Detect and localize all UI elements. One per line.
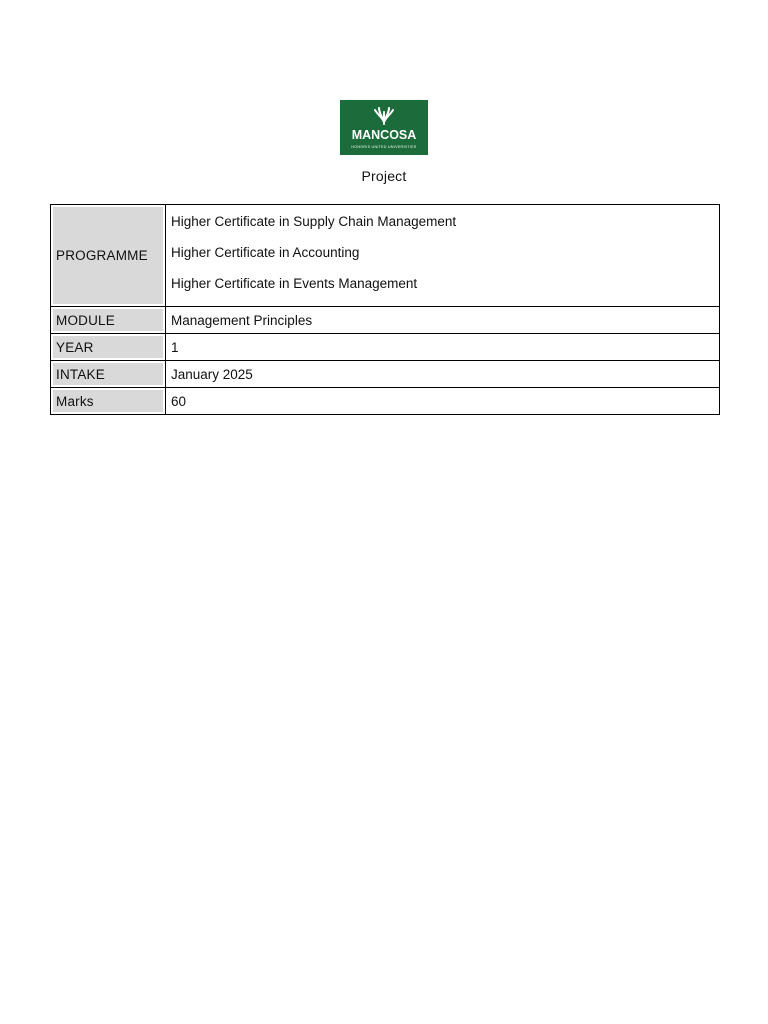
intake-label: INTAKE	[51, 361, 166, 388]
logo-brand-text: MANCOSA	[351, 128, 417, 142]
table-row-marks	[51, 388, 720, 415]
programme-info-table	[50, 204, 720, 415]
logo-sub-text: HONORIS UNITED UNIVERSITIES	[351, 145, 417, 149]
programme-list	[171, 214, 714, 292]
programme-item: Higher Certificate in Supply Chain Management	[171, 213, 457, 229]
programme-value	[166, 205, 720, 307]
year-value: 1	[166, 334, 720, 361]
module-label: MODULE	[51, 307, 166, 334]
marks-value: 60	[166, 388, 720, 415]
table-row-intake	[51, 361, 720, 388]
marks-label: Marks	[51, 388, 166, 415]
programme-item: Higher Certificate in Accounting	[171, 244, 360, 260]
programme-item: Higher Certificate in Events Management	[171, 275, 418, 291]
programme-label: PROGRAMME	[51, 205, 166, 307]
year-label: YEAR	[51, 334, 166, 361]
table-row-module	[51, 307, 720, 334]
tree-emblem-icon	[340, 100, 428, 155]
table-row-year	[51, 334, 720, 361]
module-value: Management Principles	[166, 307, 720, 334]
intake-value: January 2025	[166, 361, 720, 388]
document-title: Project	[361, 168, 407, 184]
mancosa-logo	[340, 100, 428, 155]
table-row-programme	[51, 205, 720, 307]
